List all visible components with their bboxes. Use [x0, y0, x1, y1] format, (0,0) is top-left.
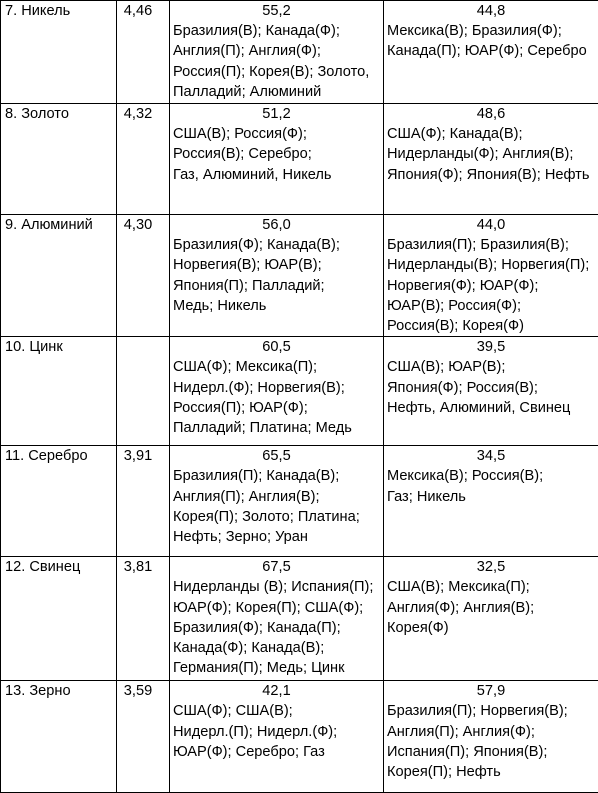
negative-factor-line: Корея(П); Нефть — [387, 762, 595, 782]
negative-factors-cell — [384, 681, 598, 793]
negative-factors-list — [387, 124, 595, 185]
table-row — [1, 1, 598, 104]
positive-factor-line: Канада(Ф); Канада(В); — [173, 638, 380, 658]
negative-factor-line: Англия(Ф); Англия(В); — [387, 598, 595, 618]
positive-factor-line: Нефть; Зерно; Уран — [173, 527, 380, 547]
negative-factor-line: Норвегия(Ф); ЮАР(Ф); — [387, 276, 595, 296]
score-cell — [117, 337, 170, 446]
positive-percent: 65,5 — [173, 446, 380, 466]
negative-factors-cell — [384, 446, 598, 557]
positive-factor-line: Нидерланды (В); Испания(П); — [173, 577, 380, 597]
table-row — [1, 337, 598, 446]
positive-factor-line: Палладий; Платина; Медь — [173, 418, 380, 438]
positive-factor-line: Япония(П); Палладий; — [173, 276, 380, 296]
positive-factor-line: Газ, Алюминий, Никель — [173, 165, 380, 185]
positive-factor-line: Бразилия(В); Канада(Ф); — [173, 21, 380, 41]
negative-factor-line: Япония(Ф); Россия(В); — [387, 378, 595, 398]
positive-percent: 55,2 — [173, 1, 380, 21]
negative-factors-list — [387, 235, 595, 336]
negative-factor-line: ЮАР(В); Россия(Ф); — [387, 296, 595, 316]
positive-factors-list — [173, 701, 380, 762]
negative-factor-line: Япония(Ф); Япония(В); Нефть — [387, 165, 595, 185]
negative-percent: 48,6 — [387, 104, 595, 124]
score-cell: 3,91 — [117, 446, 170, 557]
positive-percent: 60,5 — [173, 337, 380, 357]
positive-percent: 42,1 — [173, 681, 380, 701]
positive-factors-list — [173, 235, 380, 316]
score-cell: 4,46 — [117, 1, 170, 104]
negative-percent: 32,5 — [387, 557, 595, 577]
positive-factor-line: ЮАР(Ф); Корея(П); США(Ф); — [173, 598, 380, 618]
negative-factor-line: Англия(П); Англия(Ф); — [387, 722, 595, 742]
positive-factor-line: Норвегия(В); ЮАР(В); — [173, 255, 380, 275]
positive-factor-line: Корея(П); Золото; Платина; — [173, 507, 380, 527]
negative-factor-line: Бразилия(П); Норвегия(В); — [387, 701, 595, 721]
negative-factors-list — [387, 466, 595, 506]
positive-factor-line: Англия(П); Англия(Ф); — [173, 41, 380, 61]
commodity-name-cell: 12. Свинец — [1, 557, 117, 681]
negative-factor-line: США(В); ЮАР(В); — [387, 357, 595, 377]
negative-percent: 57,9 — [387, 681, 595, 701]
positive-factor-line: США(Ф); Мексика(П); — [173, 357, 380, 377]
score-cell: 4,30 — [117, 215, 170, 337]
score-cell: 3,59 — [117, 681, 170, 793]
table-row — [1, 681, 598, 793]
positive-factors-cell — [170, 446, 384, 557]
positive-factors-cell — [170, 1, 384, 104]
commodity-name-cell: 9. Алюминий — [1, 215, 117, 337]
negative-percent: 44,8 — [387, 1, 595, 21]
positive-factor-line: Германия(П); Медь; Цинк — [173, 658, 380, 678]
positive-factor-line: Россия(П); ЮАР(Ф); — [173, 398, 380, 418]
positive-factor-line: Бразилия(Ф); Канада(П); — [173, 618, 380, 638]
negative-factor-line: Нидерланды(Ф); Англия(В); — [387, 144, 595, 164]
negative-factors-list — [387, 357, 595, 418]
table-row — [1, 446, 598, 557]
table-row — [1, 557, 598, 681]
positive-percent: 56,0 — [173, 215, 380, 235]
positive-factor-line: Палладий; Алюминий — [173, 82, 380, 102]
negative-percent: 44,0 — [387, 215, 595, 235]
negative-factor-line: Газ; Никель — [387, 487, 595, 507]
positive-factor-line: Россия(В); Серебро; — [173, 144, 380, 164]
positive-factors-list — [173, 357, 380, 438]
commodity-name-cell: 8. Золото — [1, 104, 117, 215]
negative-factors-cell — [384, 557, 598, 681]
negative-percent: 39,5 — [387, 337, 595, 357]
positive-factors-list — [173, 21, 380, 102]
table-body — [1, 1, 598, 793]
negative-factor-line: Нидерланды(В); Норвегия(П); — [387, 255, 595, 275]
table-row — [1, 215, 598, 337]
negative-factor-line: Корея(Ф) — [387, 618, 595, 638]
commodity-name-cell: 7. Никель — [1, 1, 117, 104]
negative-factor-line: Канада(П); ЮАР(Ф); Серебро — [387, 41, 595, 61]
positive-factors-list — [173, 124, 380, 185]
negative-percent: 34,5 — [387, 446, 595, 466]
positive-factors-list — [173, 466, 380, 547]
negative-factors-cell — [384, 104, 598, 215]
negative-factors-list — [387, 577, 595, 638]
negative-factor-line: США(Ф); Канада(В); — [387, 124, 595, 144]
positive-percent: 67,5 — [173, 557, 380, 577]
negative-factor-line: Бразилия(П); Бразилия(В); — [387, 235, 595, 255]
positive-factor-line: Нидерл.(Ф); Норвегия(В); — [173, 378, 380, 398]
positive-factors-cell — [170, 215, 384, 337]
positive-factors-cell — [170, 681, 384, 793]
negative-factor-line: Россия(В); Корея(Ф) — [387, 316, 595, 336]
positive-factor-line: Бразилия(Ф); Канада(В); — [173, 235, 380, 255]
positive-factor-line: Россия(П); Корея(В); Золото, — [173, 62, 380, 82]
positive-factor-line: Нидерл.(П); Нидерл.(Ф); — [173, 722, 380, 742]
negative-factors-list — [387, 21, 595, 61]
negative-factor-line: США(В); Мексика(П); — [387, 577, 595, 597]
positive-factors-cell — [170, 104, 384, 215]
score-cell: 3,81 — [117, 557, 170, 681]
negative-factor-line: Мексика(В); Бразилия(Ф); — [387, 21, 595, 41]
positive-factor-line: Медь; Никель — [173, 296, 380, 316]
positive-factors-list — [173, 577, 380, 678]
commodity-name-cell: 13. Зерно — [1, 681, 117, 793]
positive-factors-cell — [170, 337, 384, 446]
negative-factors-cell — [384, 215, 598, 337]
commodity-name-cell: 10. Цинк — [1, 337, 117, 446]
positive-factor-line: ЮАР(Ф); Серебро; Газ — [173, 742, 380, 762]
table-row — [1, 104, 598, 215]
commodity-name-cell: 11. Серебро — [1, 446, 117, 557]
negative-factors-cell — [384, 337, 598, 446]
positive-percent: 51,2 — [173, 104, 380, 124]
positive-factor-line: США(Ф); США(В); — [173, 701, 380, 721]
positive-factors-cell — [170, 557, 384, 681]
negative-factors-list — [387, 701, 595, 782]
positive-factor-line: Англия(П); Англия(В); — [173, 487, 380, 507]
negative-factor-line: Мексика(В); Россия(В); — [387, 466, 595, 486]
negative-factor-line: Испания(П); Япония(В); — [387, 742, 595, 762]
score-cell: 4,32 — [117, 104, 170, 215]
negative-factors-cell — [384, 1, 598, 104]
positive-factor-line: Бразилия(П); Канада(В); — [173, 466, 380, 486]
negative-factor-line: Нефть, Алюминий, Свинец — [387, 398, 595, 418]
positive-factor-line: США(В); Россия(Ф); — [173, 124, 380, 144]
